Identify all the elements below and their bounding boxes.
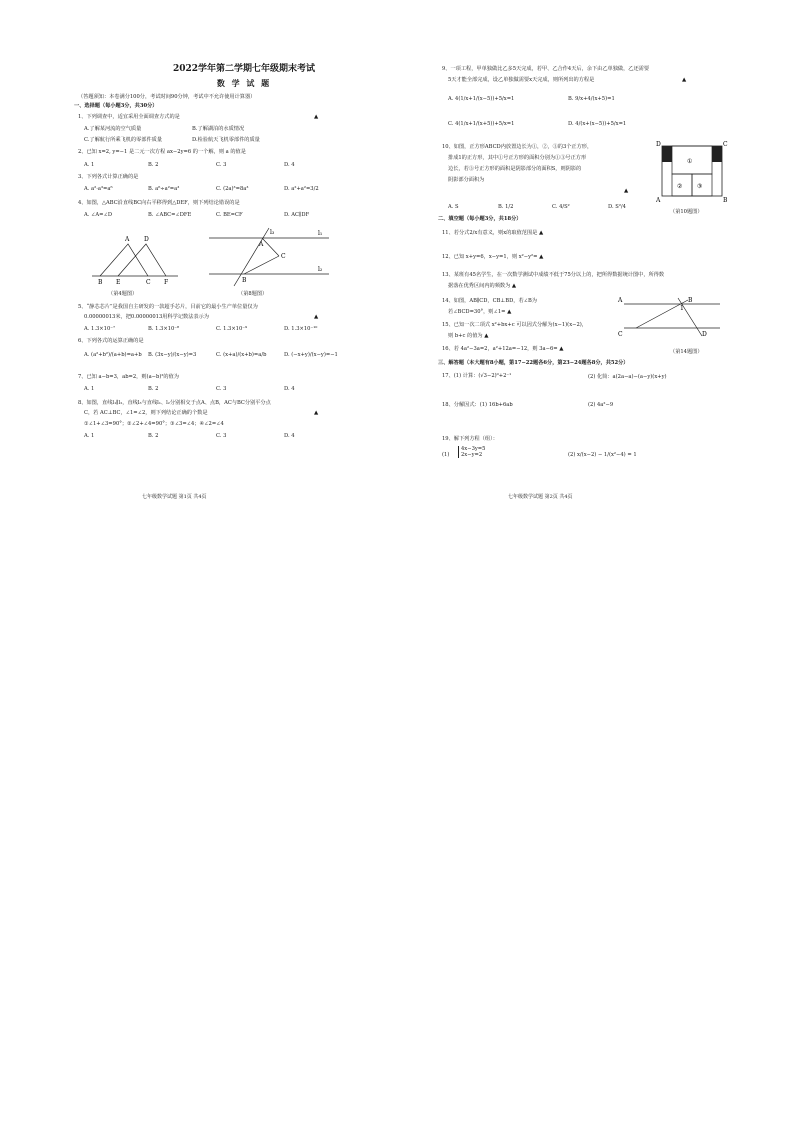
section-choice-heading: 一、选择题（每小题3分，共30分）: [74, 103, 158, 109]
svg-text:A: A: [656, 197, 661, 204]
svg-text:A: A: [259, 241, 264, 248]
svg-text:③: ③: [697, 183, 703, 190]
q9-option-c: C. 4(1/x+1/(x+5))+5/x=1: [448, 121, 515, 127]
q8-option-d: D. 4: [284, 433, 295, 439]
q1-stem: 1、下列调查中，适宜采用全面调查方式的是: [78, 114, 180, 120]
q11-text: 11、若分式2/x有意义，则x的取值范围是: [442, 230, 538, 236]
svg-text:B: B: [242, 277, 247, 284]
q13-stem-line2: [448, 283, 516, 290]
q10-stem-line3: 边长，若③号正方形的面积是阴影部分的面积S，则阴影的: [448, 166, 582, 172]
section-fill-heading: 二、填空题（每小题3分，共18分）: [438, 216, 522, 222]
q2-stem: 2、已知 x=2, y=−1 是二元一次方程 ax−2y=6 的一个解，则 a 的值是: [78, 149, 246, 155]
q7-option-c: C. 3: [216, 386, 227, 392]
answer-marker: ▲: [484, 333, 489, 339]
svg-text:②: ②: [677, 183, 683, 190]
answer-marker: ▲: [624, 188, 629, 194]
q8-stem-line1: 8、如图，直线l₁∥l₂，直线l₃与直线l₁、l₂分别相交于点A、点B，AC与BC分别平分点: [78, 400, 271, 406]
q1-option-c: C.了解航行所乘飞机的零部件质量: [84, 137, 163, 143]
q8-statements: ①∠1+∠3=90°；②∠2+∠4=90°；③∠3=∠4；④∠2=∠4: [84, 421, 224, 427]
svg-text:D: D: [144, 236, 149, 243]
q16-stem: [442, 346, 563, 353]
figure-q4-triangles: [90, 226, 180, 286]
q3-option-c: C. (2a)³=8a³: [216, 186, 249, 192]
q9-option-a: A. 4(1/x+1/(x−5))+5/x=1: [448, 96, 515, 102]
q6-option-b: B. (3x−y)/(x−y)=3: [148, 352, 197, 358]
q10-stem-line1: 10、如图，正方形ABCD内放置边长为①，②，③的3个正方形，: [442, 144, 593, 150]
section-solve-heading: 三、解答题（本大题有8小题，第17−22题各6分，第23−24题各8分，共52分）: [438, 360, 629, 366]
figure-q8-lines: [204, 226, 334, 288]
q14-text: 若∠BCD=30°，则∠1=: [448, 309, 506, 315]
figure-q8-caption: （第8题图）: [238, 291, 268, 297]
exam-title: 2022学年第二学期七年级期末考试: [172, 64, 316, 74]
answer-marker: ▲: [538, 230, 544, 236]
q2-option-a: A. 1: [84, 162, 95, 168]
q6-option-a: A. (a²+b²)/(a+b)=a+b: [84, 352, 142, 358]
svg-text:D: D: [702, 331, 707, 338]
q6-option-d: D. (−x+y)/(x−y)=−1: [284, 352, 338, 358]
q17-part1: 17、(1) 计算：(√3−2)⁰+2⁻¹: [442, 373, 512, 379]
q4-option-a: A. ∠A=∠D: [84, 212, 112, 218]
q10-stem-line4: 阴影部分面积为: [448, 177, 485, 183]
q15-text: 则 b+c 的值为: [448, 333, 483, 339]
svg-text:E: E: [116, 279, 121, 286]
svg-text:B: B: [98, 279, 103, 286]
q19-part1-label: (1): [442, 452, 450, 458]
q5-stem-line2: 0.00000013米，把0.00000013用科学记数法表示为: [84, 314, 209, 320]
q6-stem: 6、下列各式的运算正确的是: [78, 338, 144, 344]
figure-q14-caption: （第14题图）: [670, 349, 703, 355]
q19-equation-2: 2x−y=2: [461, 452, 483, 458]
q7-option-a: A. 1: [84, 386, 95, 392]
right-exam-page: [438, 58, 778, 503]
svg-text:A: A: [125, 236, 130, 243]
q1-option-d: D.检验航天飞机零部件的质量: [192, 137, 260, 143]
answer-marker: ▲: [314, 410, 319, 416]
svg-text:C: C: [723, 141, 728, 148]
page-footer: 七年级数学试题 第1页 共4页: [142, 494, 207, 500]
q9-stem-line1: 9、一项工程，甲单独做比乙多5天完成，若甲、乙合作4天后，余下由乙单独做，乙还需要: [442, 66, 650, 72]
q10-stem-line2: 排成1的正方形，其中①号正方形的面积分别为①③号正方形: [448, 155, 587, 161]
figure-q4-caption: （第4题图）: [108, 291, 138, 297]
q19-equation-1: 4x−3y=5: [461, 446, 486, 452]
svg-text:l₁: l₁: [318, 230, 323, 237]
q9-option-b: B. 9/x+4/(x+5)=1: [568, 96, 615, 102]
q7-option-b: B. 2: [148, 386, 159, 392]
svg-text:①: ①: [687, 158, 693, 165]
q17-part2: (2) 化简：a(2a−a)−(a−y)(x+y): [588, 374, 667, 380]
figure-q10-caption: （第10题图）: [670, 209, 703, 215]
q19-stem: 19、解下列方程（组）：: [442, 436, 498, 442]
q13-text: 据落在优秀区间内的频数为: [448, 283, 511, 289]
q8-option-b: B. 2: [148, 433, 159, 439]
svg-text:C: C: [618, 331, 623, 338]
figure-q10-squares: [656, 140, 728, 204]
q12-stem: [442, 254, 543, 261]
q10-option-a: A. S: [448, 204, 459, 210]
q12-text: 12、已知 x+y=6，x−y=1，则 x²−y²=: [442, 254, 538, 260]
q19-part2: (2) x/(x−2) − 1/(x²−4) = 1: [568, 452, 637, 458]
q5-stem-line1: 5、“静芯芯片”是我国自主研发的一款超手芯片，目前它的最小生产单位量仅为: [78, 304, 258, 310]
answer-marker: ▲: [559, 346, 564, 352]
answer-marker: ▲: [314, 314, 319, 320]
svg-text:A: A: [618, 297, 623, 304]
q9-stem-line2: 5天才能全部完成，设乙单独做需要x天完成，则所列出的方程是: [448, 77, 595, 83]
q8-stem-line2: C，若 AC⊥BC，∠1=∠2，则下列结论正确的个数是: [84, 410, 208, 416]
answer-marker: ▲: [511, 283, 517, 289]
q10-option-d: D. S²/4: [608, 204, 626, 210]
q7-option-d: D. 4: [284, 386, 295, 392]
svg-text:C: C: [146, 279, 151, 286]
q6-option-c: C. (x+a)/(x+b)=a/b: [216, 352, 267, 358]
q5-option-d: D. 1.3×10⁻¹⁰: [284, 326, 318, 332]
q10-option-b: B. 1/2: [498, 204, 514, 210]
answer-marker: ▲: [507, 309, 512, 315]
q4-option-d: D. AC∥DF: [284, 212, 310, 218]
q19-part1-system: [458, 446, 485, 458]
q2-option-d: D. 4: [284, 162, 295, 168]
q4-option-b: B. ∠ABC=∠DFE: [148, 212, 192, 218]
left-exam-page: [74, 58, 414, 503]
page-footer: 七年级数学试题 第2页 共4页: [508, 494, 573, 500]
svg-text:C: C: [281, 253, 286, 260]
q3-option-d: D. a²+a²=3/2: [284, 186, 319, 192]
q11-stem: [442, 230, 543, 237]
q5-option-c: C. 1.3×10⁻⁹: [216, 326, 248, 332]
q1-option-a: A.了解某河流的空气质量: [84, 126, 142, 132]
q13-stem-line1: 13、某班有45名学生，在一次数学测试中成绩不低于75分以上的，把所得数据统计图中，所得数: [442, 272, 665, 278]
q7-stem: 7、已知 a−b=3，ab=2，则(a−b)²的值为: [78, 374, 179, 380]
q3-option-a: A. a²·a³=a⁶: [84, 186, 113, 192]
q4-option-c: C. BE=CF: [216, 212, 243, 218]
exam-subtitle: 数 学 试 题: [216, 78, 272, 88]
exam-notice: （答题须知：本卷满分100分，考试时间90分钟，考试中不允许使用计算器）: [78, 94, 256, 100]
svg-text:l₃: l₃: [270, 229, 275, 236]
q8-option-a: A. 1: [84, 433, 95, 439]
q15-stem-line1: 15、已知一次二项式 x²+bx+c 可以因式分解为(x−1)(x−2)，: [442, 322, 587, 328]
q2-option-b: B. 2: [148, 162, 159, 168]
svg-text:B: B: [688, 297, 693, 304]
svg-text:l₂: l₂: [318, 266, 323, 273]
q4-stem: 4、如图，△ABC沿直线BC向右平移得到△DEF，则下列结论错误的是: [78, 200, 240, 206]
q3-stem: 3、下列各式计算正确的是: [78, 174, 139, 180]
q9-option-d: D. 4/(x+(x−5))+5/x=1: [568, 121, 627, 127]
q18-part2: (2) 4a²−9: [588, 402, 614, 408]
q14-stem-line1: 14、如图，AB∥CD，CB⊥BD，若∠B为: [442, 298, 537, 304]
q2-option-c: C. 3: [216, 162, 227, 168]
svg-text:D: D: [656, 141, 661, 148]
q15-stem-line2: [448, 333, 489, 340]
svg-text:F: F: [164, 279, 169, 286]
q5-option-a: A. 1.3×10⁻⁷: [84, 326, 116, 332]
figure-q14-parallel-lines: [616, 294, 726, 342]
answer-marker: ▲: [682, 77, 687, 83]
q1-option-b: B.了解湖泊的水质情况: [192, 126, 245, 132]
answer-marker: ▲: [314, 114, 319, 120]
q16-text: 16、若 4a²−3a=2，a²+12a=−12，则 3a−6=: [442, 346, 558, 352]
answer-marker: ▲: [539, 254, 544, 260]
q8-option-c: C. 3: [216, 433, 227, 439]
q18-part1: 18、分解因式：(1) 16b+6ab: [442, 402, 513, 408]
q14-stem-line2: [448, 309, 511, 316]
q3-option-b: B. a⁶÷a²=a³: [148, 186, 180, 192]
svg-text:B: B: [723, 197, 728, 204]
svg-text:1: 1: [680, 305, 684, 312]
q10-option-c: C. 4/S²: [552, 204, 570, 210]
q5-option-b: B. 1.3×10⁻⁸: [148, 326, 180, 332]
